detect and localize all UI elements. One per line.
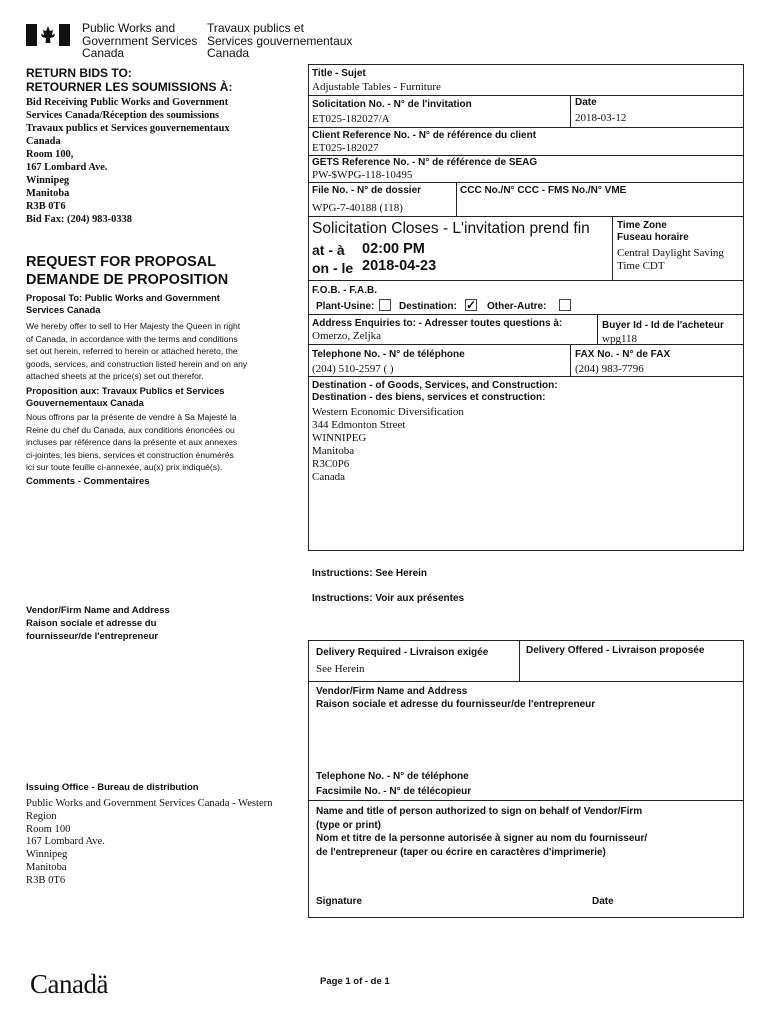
- department-name-en: Public Works and Government Services Canada: [82, 21, 198, 60]
- gets-reference-value: PW-$WPG-118-10495: [312, 169, 413, 181]
- rfp-title-en: REQUEST FOR PROPOSAL: [26, 254, 217, 270]
- canada-flag-icon: [26, 24, 70, 46]
- proposal-body-en: We hereby offer to sell to Her Majesty the Queen in right of Canada, in accordance with the terms and conditions set out herein, referred to herein or attached hereto, the goods, services, and construction listed herein and on any attached sheets at the price(s) set out therefor.: [26, 321, 248, 382]
- signature-date-label[interactable]: Date: [592, 896, 614, 907]
- destination-goods-label-en: Destination - of Goods, Services, and Construction:: [312, 380, 558, 391]
- proposal-body-fr: Nous offrons par la présente de vendre à Sa Majesté la Reine du chef du Canada, aux conditions énoncées ou incluses par référence dans la présente et aux annexes ci-jointes, les biens, services et construction énumérés ici sur toute feuille ci-annexée, au(x) prix indiqué(s).: [26, 412, 238, 473]
- instructions-fr: Instructions: Voir aux présentes: [312, 593, 465, 604]
- solicitation-number-value: ET025-182027/A: [312, 113, 390, 125]
- destination-goods-label-fr: Destination - des biens, services et construction:: [312, 392, 546, 403]
- gets-reference-label: GETS Reference No. - N° de référence de SEAG: [312, 157, 538, 168]
- vendor-left-label: Vendor/Firm Name and Address Raison sociale et adresse du fournisseur/de l'entrepreneur: [26, 605, 170, 642]
- canada-wordmark: Canadä: [30, 969, 108, 999]
- ccc-number-label: CCC No./N° CCC - FMS No./N° VME: [460, 185, 627, 196]
- closes-on-value: 2018-04-23: [362, 258, 437, 274]
- file-number-value: WPG-7-40188 (118): [312, 202, 403, 214]
- return-bids-title-fr: RETOURNER LES SOUMISSIONS À:: [26, 80, 233, 94]
- destination-goods-address: Western Economic Diversification 344 Edmonton Street WINNIPEG Manitoba R3C0P6 Canada: [312, 406, 464, 483]
- instructions-en: Instructions: See Herein: [312, 568, 428, 579]
- title-label: Title - Sujet: [312, 68, 366, 79]
- comments-label: Comments - Commentaires: [26, 476, 150, 487]
- date-value: 2018-03-12: [575, 112, 627, 124]
- date-label: Date: [575, 97, 597, 108]
- title-value: Adjustable Tables - Furniture: [312, 81, 441, 93]
- authorized-signer-label[interactable]: Name and title of person authorized to sign on behalf of Vendor/Firm (type or print) Nom et titre de la personne autorisée à signer au nom du fournisseur/ de l'entrepreneur (taper ou écrire en caractères d'imprimerie): [316, 806, 648, 858]
- return-bids-address: Bid Receiving Public Works and Government Services Canada/Réception des soumissions Travaux publics et Services gouvernementaux Canada Room 100, 167 Lombard Ave. Winnipeg Manitoba R3B 0T6 Bid Fax: (204) 983-0338: [26, 97, 230, 225]
- file-number-label: File No. - N° de dossier: [312, 185, 422, 196]
- return-bids-title-en: RETURN BIDS TO:: [26, 66, 132, 80]
- vendor-telephone-label[interactable]: Telephone No. - N° de téléphone: [316, 771, 469, 782]
- closes-on-label: on - le: [312, 260, 354, 276]
- destination-fob-label: Destination:: [399, 301, 457, 312]
- client-reference-value: ET025-182027: [312, 142, 379, 154]
- issuing-office-address: Public Works and Government Services Canada - Western Region Room 100 167 Lombard Ave. Winnipeg Manitoba R3B 0T6: [26, 798, 273, 886]
- vendor-facsimile-label[interactable]: Facsimile No. - N° de télécopieur: [316, 786, 472, 797]
- delivery-offered-label[interactable]: Delivery Offered - Livraison proposée: [526, 645, 705, 656]
- delivery-required-value: See Herein: [316, 663, 365, 675]
- signature-label[interactable]: Signature: [316, 896, 363, 907]
- proposal-to-fr: Proposition aux: Travaux Publics et Services Gouvernementaux Canada: [26, 386, 225, 408]
- buyer-id-value: wpg118: [602, 333, 638, 345]
- solicitation-closes-title: Solicitation Closes - L'invitation prend fin: [312, 220, 590, 237]
- telephone-label: Telephone No. - N° de téléphone: [312, 349, 465, 360]
- solicitation-number-label: Solicitation No. - N° de l'invitation: [312, 99, 472, 110]
- buyer-id-label: Buyer Id - Id de l'acheteur: [602, 320, 724, 331]
- issuing-office-label: Issuing Office - Bureau de distribution: [26, 782, 199, 793]
- client-reference-label: Client Reference No. - N° de référence du client: [312, 130, 537, 141]
- plant-checkbox[interactable]: [379, 299, 391, 311]
- address-enquiries-label: Address Enquiries to: - Adresser toutes questions à:: [312, 318, 563, 329]
- other-label: Other-Autre:: [487, 301, 547, 312]
- time-zone-label-en: Time Zone: [617, 220, 667, 231]
- address-enquiries-value: Omerzo, Zeljka: [312, 330, 382, 342]
- telephone-value: (204) 510-2597 ( ): [312, 363, 394, 375]
- page-number: Page 1 of - de 1: [320, 976, 390, 987]
- rfp-title-fr: DEMANDE DE PROPOSITION: [26, 272, 229, 288]
- vendor-name-label-en[interactable]: Vendor/Firm Name and Address: [316, 686, 468, 697]
- destination-checkbox[interactable]: ✓: [466, 298, 477, 312]
- closes-at-value: 02:00 PM: [362, 241, 425, 257]
- other-checkbox[interactable]: [559, 299, 571, 311]
- time-zone-value: Central Daylight Saving Time CDT: [617, 247, 724, 272]
- fax-label: FAX No. - N° de FAX: [575, 349, 671, 360]
- fob-label: F.O.B. - F.A.B.: [312, 285, 377, 296]
- proposal-to-en: Proposal To: Public Works and Government Services Canada: [26, 293, 220, 315]
- vendor-name-label-fr: Raison sociale et adresse du fournisseur/de l'entrepreneur: [316, 699, 596, 710]
- time-zone-label-fr: Fuseau horaire: [617, 232, 689, 243]
- fax-value: (204) 983-7796: [575, 363, 644, 375]
- closes-at-label: at - à: [312, 242, 345, 258]
- department-name-fr: Travaux publics et Services gouvernementaux Canada: [207, 21, 353, 60]
- delivery-required-label: Delivery Required - Livraison exigée: [316, 647, 489, 658]
- plant-label: Plant-Usine:: [316, 301, 375, 312]
